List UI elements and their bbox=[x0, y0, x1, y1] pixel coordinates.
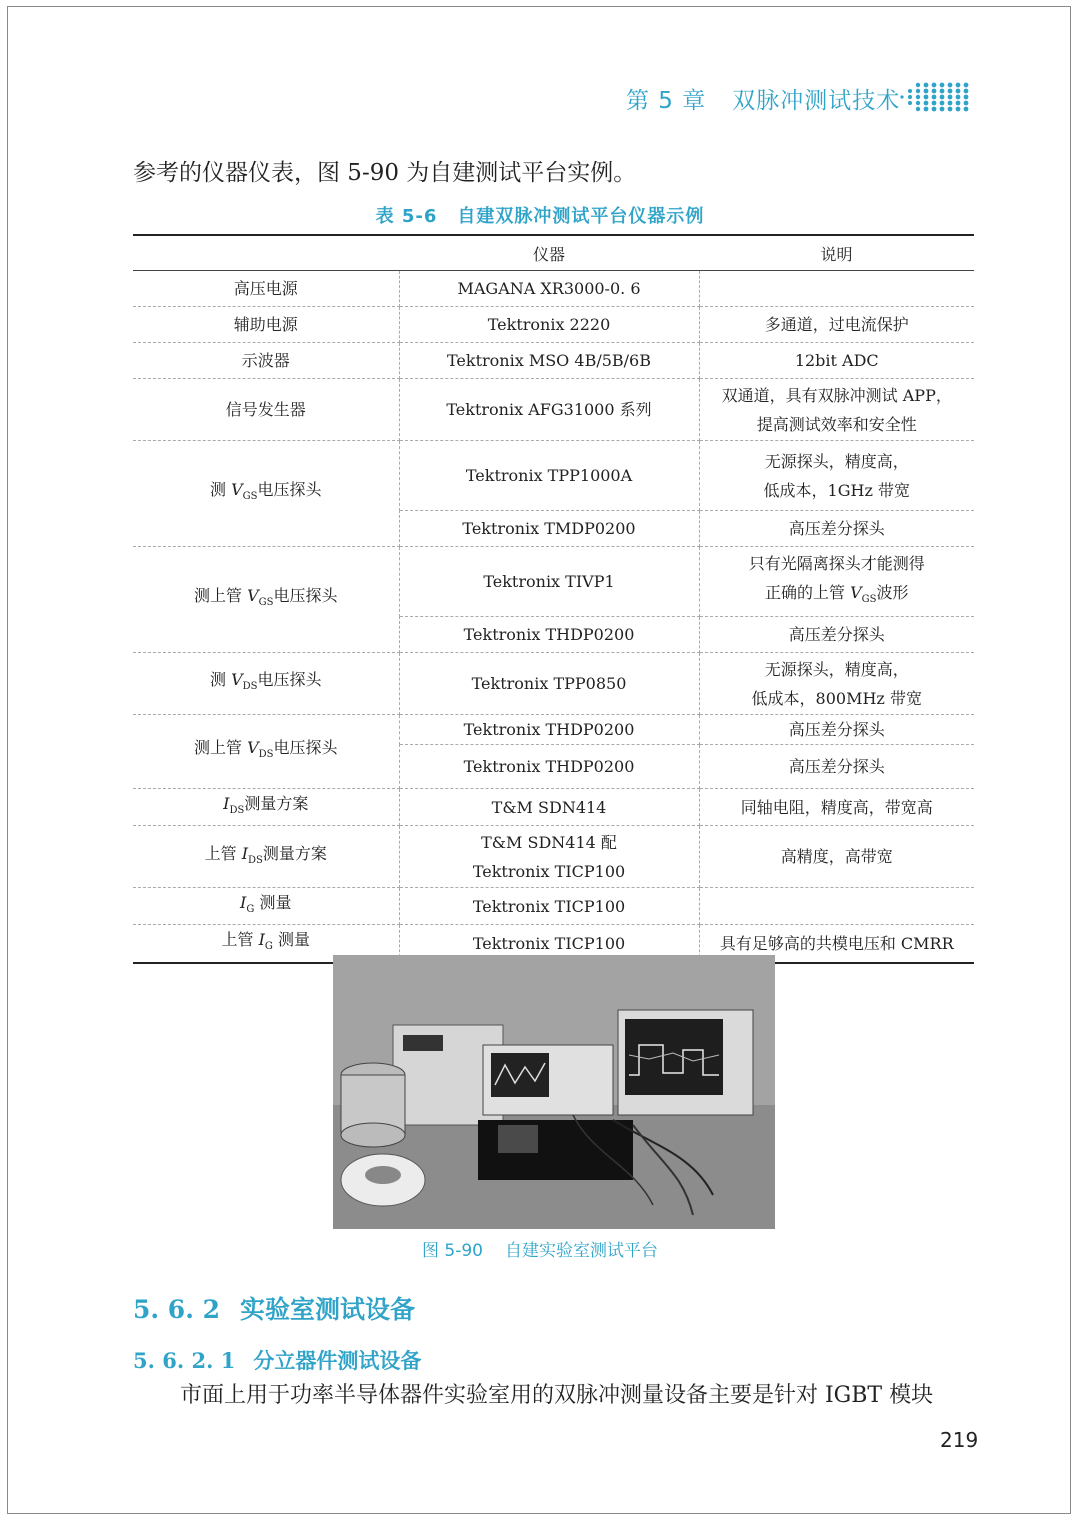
cell-instrument: Tektronix THDP0200 bbox=[399, 617, 699, 653]
table-row bbox=[133, 715, 974, 745]
cell-note bbox=[699, 888, 974, 925]
cell-item: 测上管 $V_{DS}$电压探头 bbox=[133, 715, 399, 789]
table-title: 自建双脉冲测试平台仪器示例 bbox=[457, 206, 705, 227]
table-row bbox=[133, 789, 974, 826]
table-header-row bbox=[133, 235, 974, 271]
subsection-heading bbox=[133, 1345, 421, 1375]
section-heading bbox=[133, 1290, 415, 1326]
figure-caption bbox=[0, 1236, 1080, 1261]
section-number: 5. 6. 2 bbox=[133, 1295, 220, 1324]
cell-item: $I_{DS}$测量方案 bbox=[133, 789, 399, 826]
table-row bbox=[133, 653, 974, 715]
table-row bbox=[133, 888, 974, 925]
cell-instrument: Tektronix TMDP0200 bbox=[399, 511, 699, 547]
cell-item: 上管 $I_G$ 测量 bbox=[133, 925, 399, 963]
cell-item: 信号发生器 bbox=[133, 379, 399, 441]
figure-title: 自建实验室测试平台 bbox=[505, 1241, 658, 1261]
cell-item: $I_G$ 测量 bbox=[133, 888, 399, 925]
table-number: 表 5-6 bbox=[375, 206, 438, 227]
cell-instrument: T&M SDN414 配 Tektronix TICP100 bbox=[399, 826, 699, 888]
cell-item: 测上管 $V_{GS}$电压探头 bbox=[133, 547, 399, 653]
cell-note: 高压差分探头 bbox=[699, 745, 974, 789]
cell-instrument: Tektronix 2220 bbox=[399, 307, 699, 343]
body-paragraph: 市面上用于功率半导体器件实验室用的双脉冲测量设备主要是针对 IGBT 模块 bbox=[180, 1383, 934, 1408]
section-title: 实验室测试设备 bbox=[240, 1295, 416, 1324]
cell-item: 示波器 bbox=[133, 343, 399, 379]
cell-note: 高精度，高带宽 bbox=[699, 826, 974, 888]
table-row bbox=[133, 307, 974, 343]
cell-item: 辅助电源 bbox=[133, 307, 399, 343]
col-header-item bbox=[133, 235, 399, 271]
cell-note: 只有光隔离探头才能测得 正确的上管 $V_{GS}$波形 bbox=[699, 547, 974, 617]
cell-item: 高压电源 bbox=[133, 271, 399, 307]
cell-instrument: Tektronix THDP0200 bbox=[399, 715, 699, 745]
cell-item: 测 $V_{GS}$电压探头 bbox=[133, 441, 399, 547]
cell-instrument: Tektronix THDP0200 bbox=[399, 745, 699, 789]
chapter-number: 第 5 章 bbox=[626, 88, 707, 114]
table-row bbox=[133, 441, 974, 511]
cell-note: 同轴电阻，精度高，带宽高 bbox=[699, 789, 974, 826]
col-header-instrument: 仪器 bbox=[399, 235, 699, 271]
cell-instrument: T&M SDN414 bbox=[399, 789, 699, 826]
cell-instrument: Tektronix TPP0850 bbox=[399, 653, 699, 715]
photo-illustration bbox=[333, 955, 775, 1229]
figure-number: 图 5-90 bbox=[422, 1241, 483, 1261]
table-caption bbox=[0, 202, 1080, 228]
cell-item: 上管 $I_{DS}$测量方案 bbox=[133, 826, 399, 888]
header-dots-decoration bbox=[898, 80, 974, 114]
test-platform-photo bbox=[333, 955, 775, 1229]
cell-note: 无源探头，精度高， 低成本，1GHz 带宽 bbox=[699, 441, 974, 511]
cell-instrument: Tektronix MSO 4B/5B/6B bbox=[399, 343, 699, 379]
table-row bbox=[133, 547, 974, 617]
subsection-number: 5. 6. 2. 1 bbox=[133, 1348, 236, 1373]
col-header-note: 说明 bbox=[699, 235, 974, 271]
intro-paragraph: 参考的仪器仪表，图 5-90 为自建测试平台实例。 bbox=[133, 160, 637, 186]
cell-instrument: Tektronix TIVP1 bbox=[399, 547, 699, 617]
cell-instrument: Tektronix TICP100 bbox=[399, 888, 699, 925]
subsection-title: 分立器件测试设备 bbox=[253, 1348, 422, 1373]
table-row bbox=[133, 826, 974, 888]
cell-note: 具有足够高的共模电压和 CMRR bbox=[699, 925, 974, 963]
page-number: 219 bbox=[940, 1428, 979, 1452]
cell-note bbox=[699, 271, 974, 307]
cell-note: 高压差分探头 bbox=[699, 715, 974, 745]
cell-instrument: Tektronix TICP100 bbox=[399, 925, 699, 963]
cell-note: 无源探头，精度高， 低成本，800MHz 带宽 bbox=[699, 653, 974, 715]
cell-instrument: Tektronix AFG31000 系列 bbox=[399, 379, 699, 441]
table-row bbox=[133, 271, 974, 307]
chapter-title: 双脉冲测试技术 bbox=[732, 88, 901, 114]
cell-instrument: Tektronix TPP1000A bbox=[399, 441, 699, 511]
cell-note: 多通道，过电流保护 bbox=[699, 307, 974, 343]
running-header bbox=[626, 82, 900, 115]
cell-note: 双通道，具有双脉冲测试 APP， 提高测试效率和安全性 bbox=[699, 379, 974, 441]
cell-note: 高压差分探头 bbox=[699, 617, 974, 653]
instrument-table bbox=[133, 234, 974, 964]
table-row bbox=[133, 343, 974, 379]
cell-item: 测 $V_{DS}$电压探头 bbox=[133, 653, 399, 715]
table-row bbox=[133, 379, 974, 441]
cell-note: 12bit ADC bbox=[699, 343, 974, 379]
cell-instrument: MAGANA XR3000-0. 6 bbox=[399, 271, 699, 307]
cell-note: 高压差分探头 bbox=[699, 511, 974, 547]
